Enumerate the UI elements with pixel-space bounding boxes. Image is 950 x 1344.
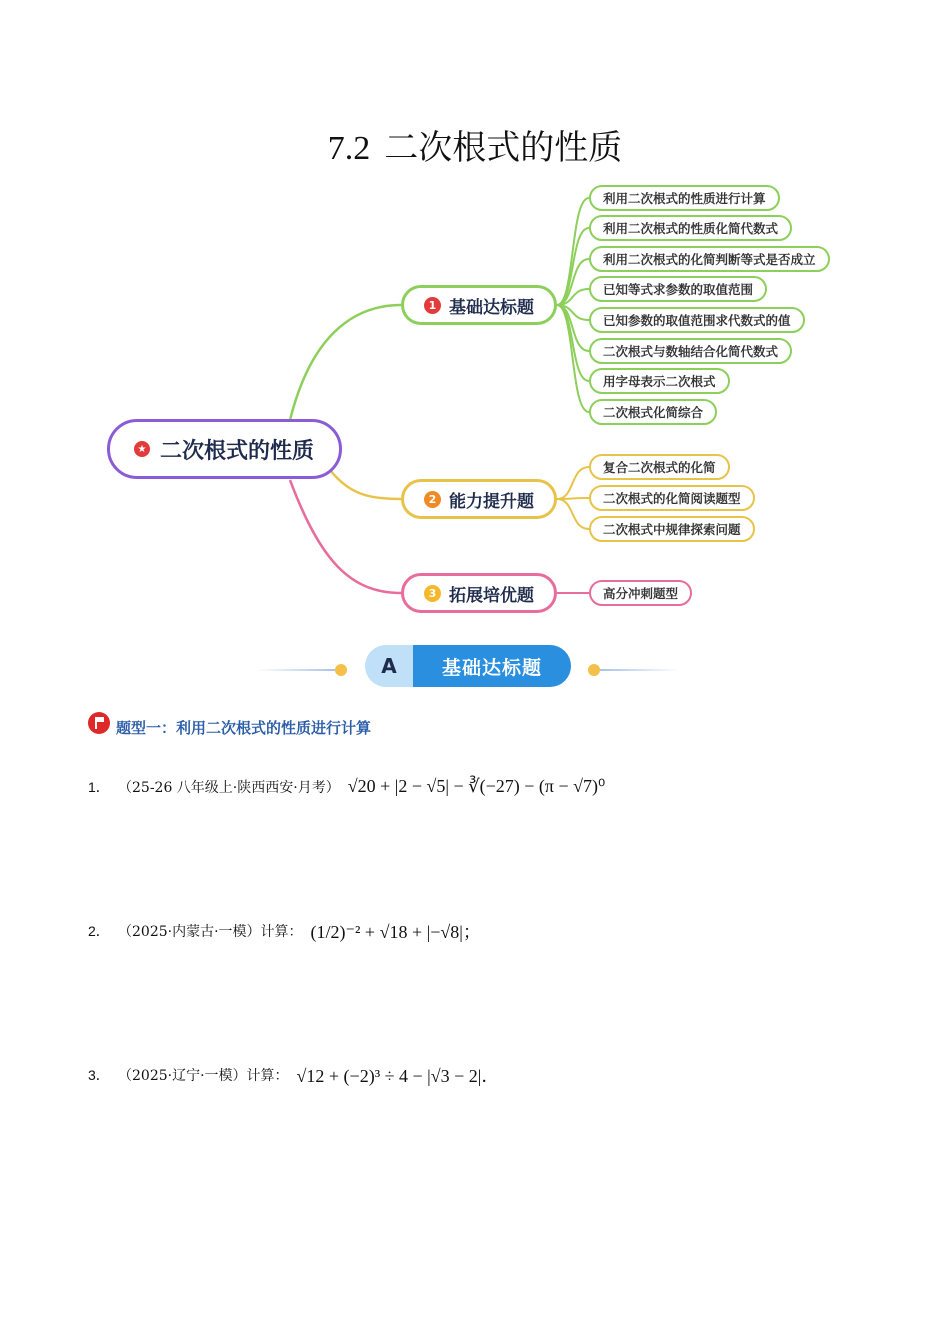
- leaf: 二次根式与数轴结合化简代数式: [589, 338, 792, 364]
- leaf: 已知参数的取值范围求代数式的值: [589, 307, 805, 333]
- question-source: （2025·内蒙古·一模）计算：: [118, 924, 303, 940]
- leaf: 二次根式化简综合: [589, 399, 717, 425]
- question-expression: (1/2)⁻² + √18 + |−√8|；: [310, 922, 481, 942]
- question-source: （2025·辽宁·一模）计算：: [118, 1068, 289, 1084]
- number-badge: 1: [424, 297, 441, 314]
- leaf: 复合二次根式的化简: [589, 454, 730, 480]
- type-heading: [88, 712, 372, 737]
- branch-label: 拓展培优题: [449, 585, 534, 606]
- leaf: 利用二次根式的性质进行计算: [589, 185, 780, 211]
- question-source: （25-26 八年级上·陕西西安·月考）: [118, 779, 340, 796]
- leaf: 二次根式中规律探索问题: [589, 516, 755, 542]
- branch-label: 能力提升题: [449, 491, 534, 512]
- decor-line-left: [255, 669, 335, 671]
- decor-line-right: [600, 669, 680, 671]
- question-number: 3．: [88, 1067, 110, 1083]
- question-item: [88, 776, 605, 797]
- number-badge: 2: [424, 491, 441, 508]
- section-label: 基础达标题: [413, 645, 571, 687]
- question-item: [88, 918, 481, 944]
- question-number: 1．: [88, 778, 110, 795]
- leaf: 高分冲刺题型: [589, 580, 692, 606]
- question-item: [88, 1062, 499, 1088]
- leaf: 已知等式求参数的取值范围: [589, 276, 767, 302]
- branch-advanced: [401, 573, 557, 613]
- leaf: 利用二次根式的化简判断等式是否成立: [589, 246, 830, 272]
- decor-dot-left: [335, 664, 347, 676]
- star-icon: ★: [134, 441, 150, 457]
- title-number: 7.2: [327, 130, 371, 167]
- mindmap-root: [107, 419, 342, 479]
- flag-icon: [88, 712, 110, 734]
- decor-dot-right: [588, 664, 600, 676]
- question-expression: √20 + |2 − √5| − ∛(−27) − (π − √7)⁰: [347, 776, 606, 796]
- title-text: 二次根式的性质: [384, 128, 623, 168]
- section-banner: [365, 645, 571, 687]
- number-badge: 3: [424, 585, 441, 602]
- section-letter: A: [365, 645, 413, 687]
- root-label: 二次根式的性质: [160, 438, 315, 464]
- branch-ability: [401, 479, 557, 519]
- leaf: 利用二次根式的性质化简代数式: [589, 215, 792, 241]
- leaf: 用字母表示二次根式: [589, 368, 730, 394]
- branch-label: 基础达标题: [449, 297, 534, 318]
- question-number: 2．: [88, 923, 110, 939]
- branch-basic: [401, 285, 557, 325]
- type-heading-text: 题型一：利用二次根式的性质进行计算: [116, 719, 372, 737]
- leaf: 二次根式的化简阅读题型: [589, 485, 755, 511]
- question-expression: √12 + (−2)³ ÷ 4 − |√3 − 2|．: [296, 1066, 500, 1086]
